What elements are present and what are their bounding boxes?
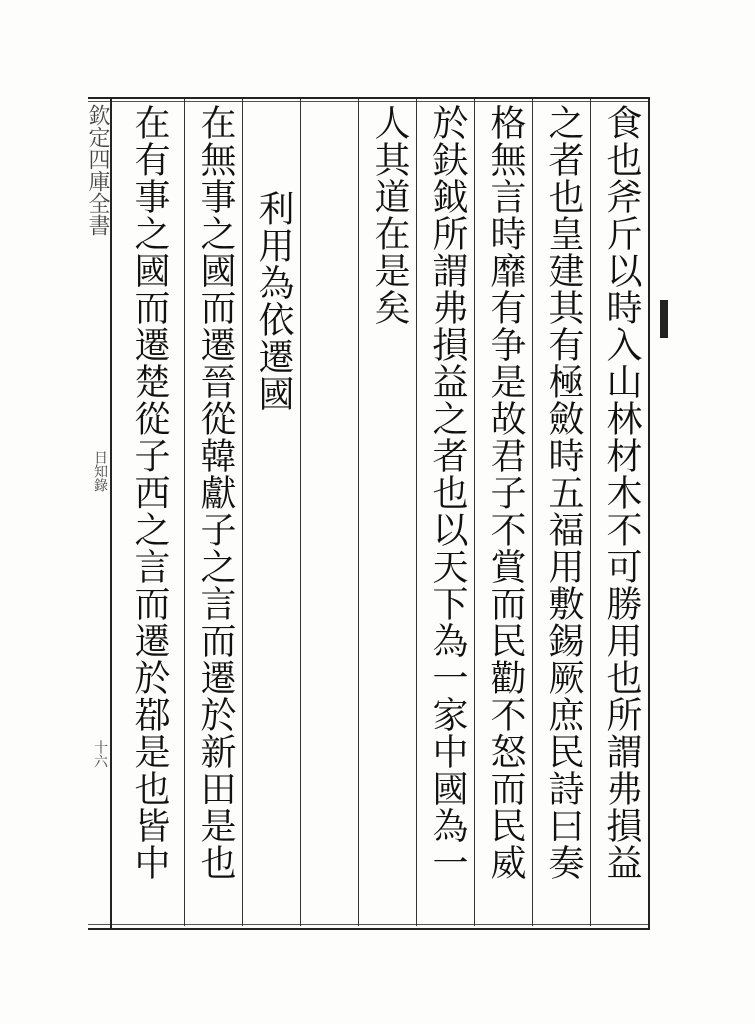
text-column-4: 於鈇鉞所謂弗損益之者也以天下為一家中國為一	[427, 104, 468, 881]
column-divider	[590, 99, 591, 926]
column-divider	[300, 99, 301, 926]
frame-bottom-inner-border	[88, 924, 650, 925]
text-column-8: 在無事之國而遷晉從韓獻子之言而遷於新田是也	[195, 104, 236, 881]
spine-subtitle: 日知錄	[92, 450, 108, 492]
text-column-6	[306, 104, 356, 924]
column-divider	[532, 99, 533, 926]
frame-bottom-border	[88, 928, 650, 930]
text-column-2: 之者也皇建其有極斂時五福用敷錫厥庶民詩曰奏	[543, 104, 584, 881]
frame-right-border	[648, 97, 650, 930]
column-divider	[416, 99, 417, 926]
text-column-5: 人其道在是矣	[369, 104, 410, 326]
column-divider	[474, 99, 475, 926]
text-column-3: 格無言時靡有争是故君子不賞而民勸不怒而民威	[485, 104, 526, 881]
column-divider	[184, 99, 185, 926]
frame-top-inner-border	[88, 101, 650, 102]
spine-title: 欽定四庫全書	[85, 104, 110, 236]
frame-left-border	[110, 97, 112, 930]
text-column-9: 在有事之國而遷楚從子西之言而遷於鄀是也皆中	[129, 104, 170, 881]
section-heading-column: 利用為依遷國	[253, 190, 294, 412]
fishtail-mark	[660, 300, 668, 338]
frame-top-border	[88, 97, 650, 99]
spine-page-number: 十六	[92, 740, 108, 768]
column-divider	[242, 99, 243, 926]
text-column-1: 食也斧斤以時入山林材木不可勝用也所謂弗損益	[601, 104, 642, 881]
column-divider	[358, 99, 359, 926]
